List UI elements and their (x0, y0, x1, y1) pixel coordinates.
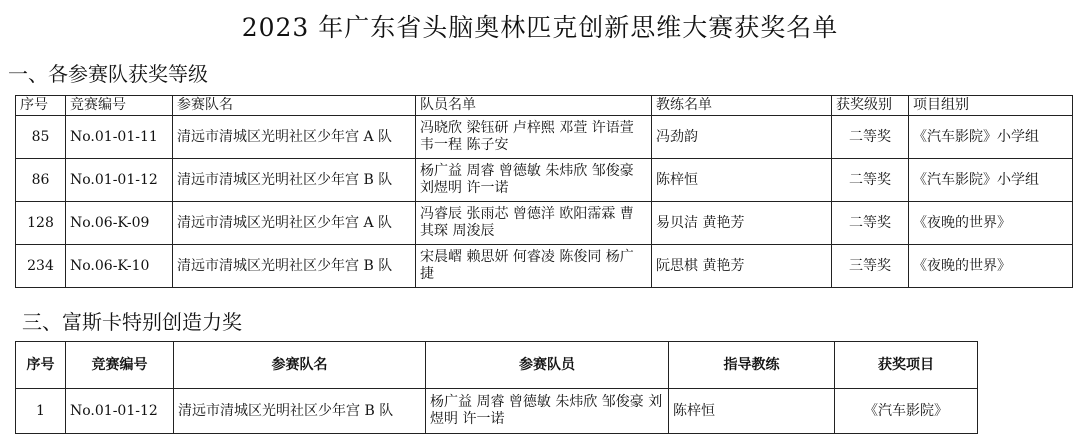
cell-index: 234 (16, 245, 66, 288)
awards-table (15, 95, 1073, 288)
cell-members: 冯晓欣 梁钰研 卢梓熙 邓萱 许语萱 韦一程 陈子安 (416, 116, 652, 159)
header-cell: 序号 (16, 342, 66, 389)
cell-number: No.01-01-12 (66, 159, 173, 202)
header-cell: 教练名单 (652, 96, 832, 116)
table-header-row (16, 342, 978, 389)
table-row (16, 116, 1073, 159)
cell-coach: 易贝洁 黄艳芳 (652, 202, 832, 245)
cell-members: 宋晨嶍 赖思妍 何睿凌 陈俊同 杨广捷 (416, 245, 652, 288)
cell-award: 二等奖 (832, 116, 909, 159)
cell-members: 杨广益 周睿 曾德敏 朱炜欣 邹俊豪 刘煜明 许一诺 (416, 159, 652, 202)
header-cell: 序号 (16, 96, 66, 116)
cell-members: 冯睿辰 张雨芯 曾德洋 欧阳霈霖 曹其琛 周浚辰 (416, 202, 652, 245)
cell-team: 清远市清城区光明社区少年宫 B 队 (174, 389, 426, 434)
table-row (16, 202, 1073, 245)
cell-index: 86 (16, 159, 66, 202)
cell-members: 杨广益 周睿 曾德敏 朱炜欣 邹俊豪 刘煜明 许一诺 (426, 389, 669, 434)
header-cell: 参赛队员 (426, 342, 669, 389)
cell-group: 《夜晚的世界》 (909, 202, 1073, 245)
table-row (16, 389, 978, 434)
creativity-award-table (15, 341, 978, 434)
header-cell: 获奖级别 (832, 96, 909, 116)
cell-index: 128 (16, 202, 66, 245)
cell-index: 1 (16, 389, 66, 434)
cell-coach: 冯劲韵 (652, 116, 832, 159)
header-cell: 竞赛编号 (66, 342, 174, 389)
cell-coach: 陈梓恒 (652, 159, 832, 202)
cell-index: 85 (16, 116, 66, 159)
cell-group: 《夜晚的世界》 (909, 245, 1073, 288)
cell-project: 《汽车影院》 (835, 389, 978, 434)
cell-award: 二等奖 (832, 159, 909, 202)
header-cell: 队员名单 (416, 96, 652, 116)
cell-group: 《汽车影院》小学组 (909, 159, 1073, 202)
header-cell: 参赛队名 (174, 342, 426, 389)
cell-team: 清远市清城区光明社区少年宫 B 队 (173, 159, 416, 202)
section-heading-awards: 一、各参赛队获奖等级 (8, 62, 208, 86)
cell-number: No.01-01-11 (66, 116, 173, 159)
table-row (16, 245, 1073, 288)
cell-team: 清远市清城区光明社区少年宫 A 队 (173, 202, 416, 245)
header-cell: 竞赛编号 (66, 96, 173, 116)
cell-number: No.06-K-10 (66, 245, 173, 288)
cell-number: No.01-01-12 (66, 389, 174, 434)
cell-team: 清远市清城区光明社区少年宫 B 队 (173, 245, 416, 288)
cell-team: 清远市清城区光明社区少年宫 A 队 (173, 116, 416, 159)
page-title: 2023 年广东省头脑奥林匹克创新思维大赛获奖名单 (241, 13, 839, 42)
header-cell: 指导教练 (669, 342, 835, 389)
header-cell: 参赛队名 (173, 96, 416, 116)
cell-coach: 陈梓恒 (669, 389, 835, 434)
header-cell: 获奖项目 (835, 342, 978, 389)
cell-coach: 阮思棋 黄艳芳 (652, 245, 832, 288)
header-cell: 项目组别 (909, 96, 1073, 116)
section-heading-creativity: 三、富斯卡特别创造力奖 (22, 310, 242, 334)
table-row (16, 159, 1073, 202)
cell-number: No.06-K-09 (66, 202, 173, 245)
cell-award: 三等奖 (832, 245, 909, 288)
cell-group: 《汽车影院》小学组 (909, 116, 1073, 159)
cell-award: 二等奖 (832, 202, 909, 245)
table-header-row (16, 96, 1073, 116)
